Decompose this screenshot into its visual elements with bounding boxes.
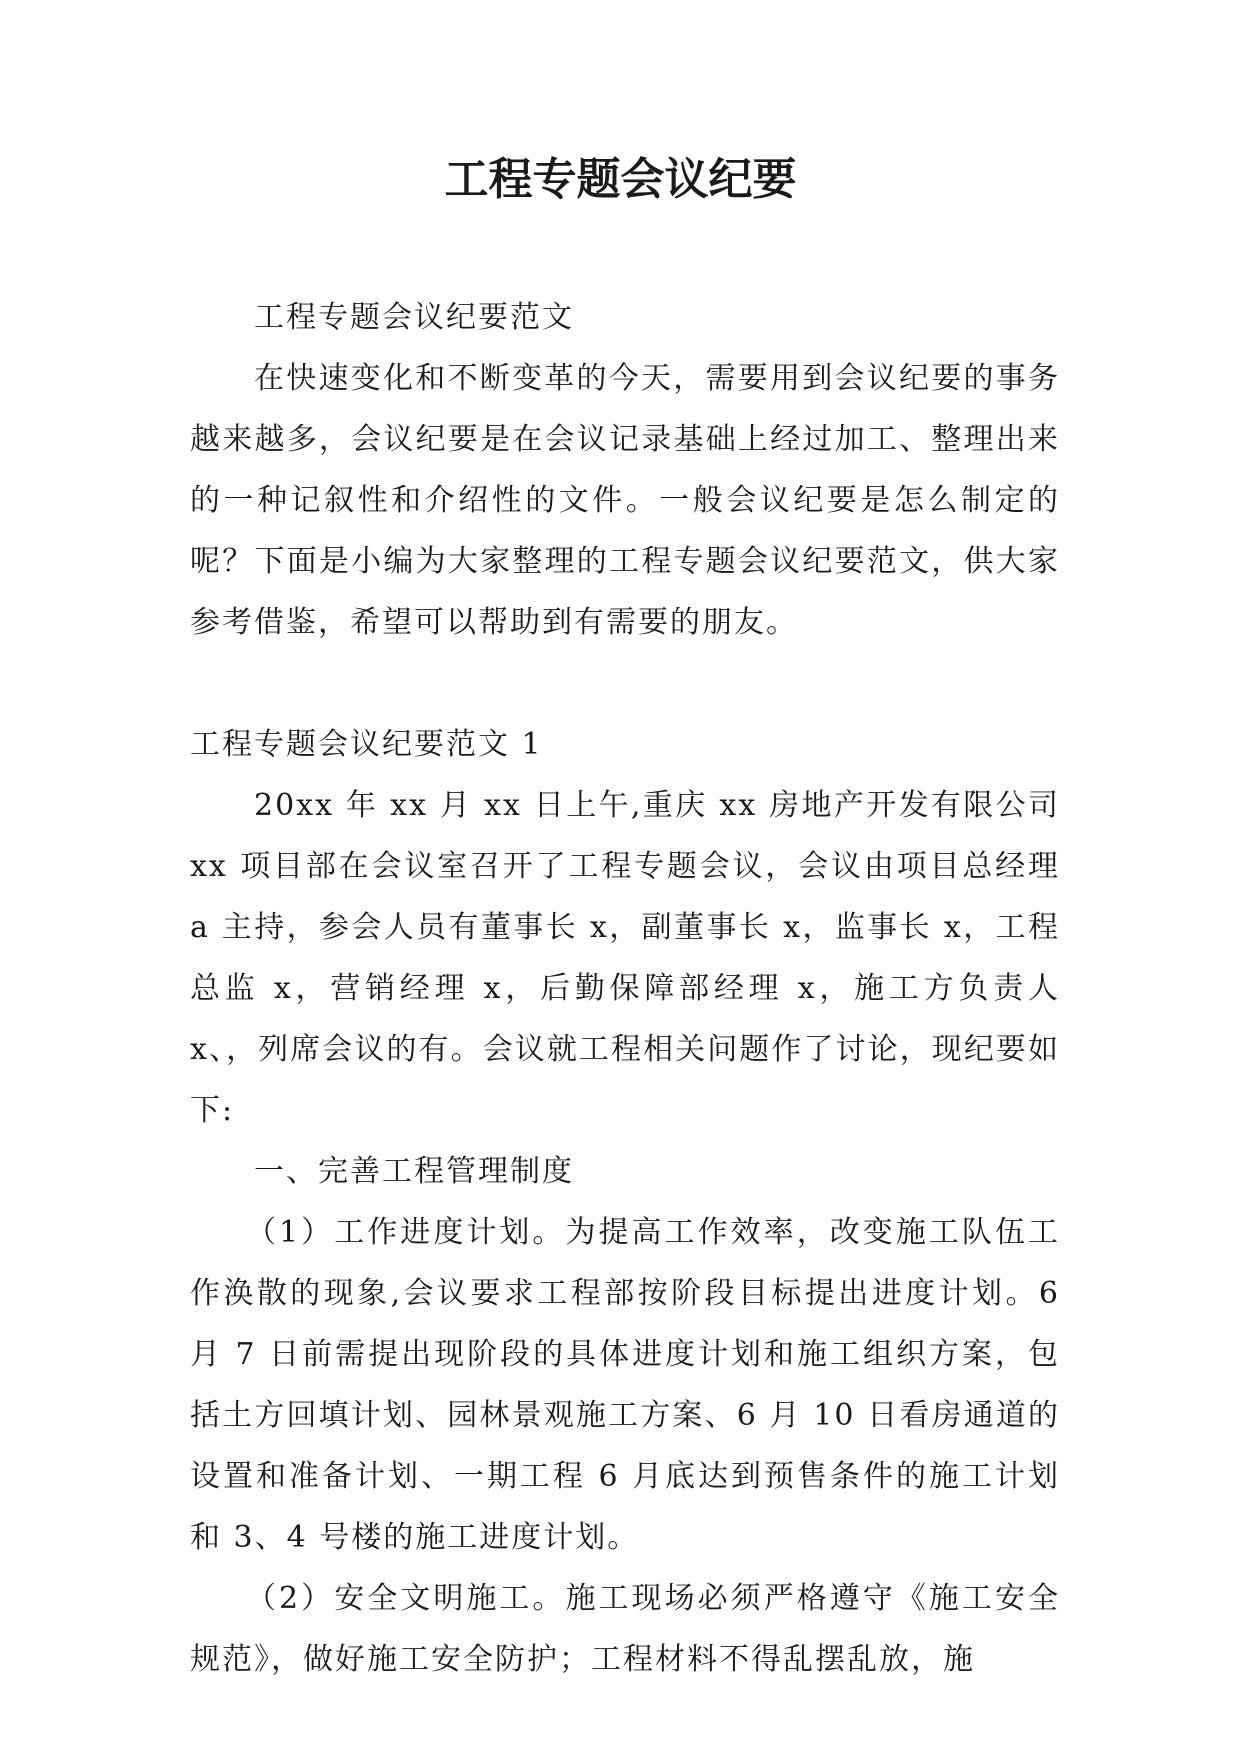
document-title: 工程专题会议纪要 <box>444 154 797 205</box>
paragraph-schedule-plan: （1）工作进度计划。为提高工作效率，改变施工队伍工作涣散的现象,会议要求工程部按阶段目标提出进度计划。6 月 7 日前需提出现阶段的具体进度计划和施工组织方案，包括土方回填计划、园林景观施工方案、6 月 10 日看房通道的设置和准备计划、一期工程 6 月底达到预售条件的施工计划和 3、4 号楼的施工进度计划。 <box>190 1215 1060 1555</box>
paragraph-spacer <box>190 653 1060 714</box>
section-heading-management: 一、完善工程管理制度 <box>254 1154 574 1189</box>
paragraph-intro: 在快速变化和不断变革的今天，需要用到会议纪要的事务越来越多，会议纪要是在会议记录基础上经过加工、整理出来的一种记叙性和介绍性的文件。一般会议纪要是怎么制定的呢？下面是小编为大家整理的工程专题会议纪要范文，供大家参考借鉴，希望可以帮助到有需要的朋友。 <box>190 361 1060 640</box>
paragraph-meeting-info: 20xx 年 xx 月 xx 日上午,重庆 xx 房地产开发有限公司 xx 项目部在会议室召开了工程专题会议，会议由项目总经理 a 主持，参会人员有董事长 x，副董事长 x，监事长 x，工程总监 x，营销经理 x，后勤保障部经理 x，施工方负责人 x、，列席会议的有。会议就工程相关问题作了讨论，现纪要如下: <box>190 788 1060 1128</box>
paragraph-subtitle: 工程专题会议纪要范文 <box>254 300 574 335</box>
section-heading-sample-1: 工程专题会议纪要范文 1 <box>190 727 543 762</box>
paragraph-safe-construction: （2）安全文明施工。施工现场必须严格遵守《施工安全规范》，做好施工安全防护；工程材料不得乱摆乱放，施 <box>190 1581 1060 1677</box>
document-body <box>190 287 1060 1690</box>
